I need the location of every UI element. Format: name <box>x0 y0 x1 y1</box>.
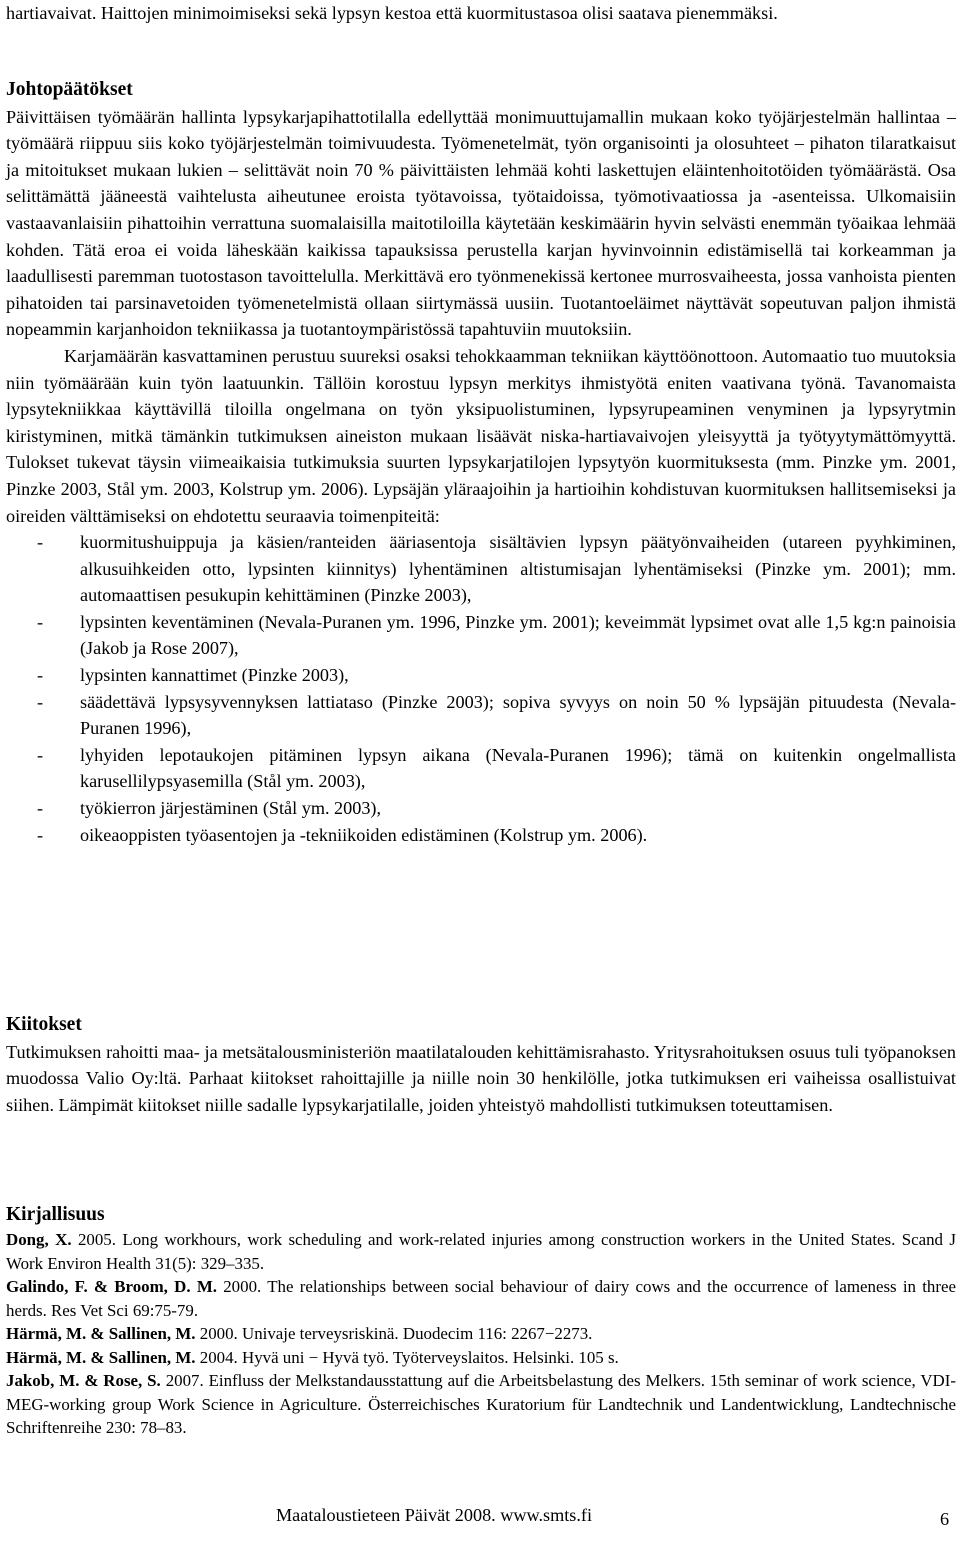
conclusions-paragraph-2: Karjamäärän kasvattaminen perustuu suureksi osaksi tehokkaamman tekniikan käyttöönottoon. Automaatio tuo muutoksia niin työmäärään kuin työn laatuunkin. Tällöin korostuu lypsyn merkitys ihmistyötä eniten vaativana työnä. Tavanomaista lypsytekniikkaa käyttävillä tiloilla ongelmana on työn yksipuolistuminen, lypsyrupeaminen venyminen ja lypsyrytmin kiristyminen, mitkä tämänkin tutkimuksen aineiston mukaan lisäävät niska-hartiavaivojen yleisyyttä ja työtyytymättömyyttä. Tulokset tukevat täysin viimeaikaisia tutkimuksia suurten lypsykarjatilojen lypsytyön kuormituksesta (mm. Pinzke ym. 2001, Pinzke 2003, Stål ym. 2003, Kolstrup ym. 2006). Lypsäjän yläraajoihin ja hartioihin kohdistuvan kuormituksen hallitsemiseksi ja oireiden välttämiseksi on ehdotettu seuraavia toimenpiteitä: <box>6 345 956 526</box>
reference-authors: Härmä, M. & Sallinen, M. <box>6 1347 196 1367</box>
measures-list <box>6 529 956 848</box>
reference-text: 2000. The relationships between social behaviour of dairy cows and the occurrence of lameness in three herds. Res Vet Sci 69:75-79. <box>6 1277 956 1320</box>
list-item-text: kuormitushuippuja ja käsien/ranteiden ääriasentoja sisältävien lypsyn päätyönvaiheiden (utareen pyyhkiminen, alkusuihkeiden otto, lypsinten kiinnitys) lyhentäminen altistumisajan lyhentämiseksi (Pinzke ym. 2001); mm. automaattisen pesukupin kehittäminen (Pinzke 2003), <box>80 532 956 606</box>
dash-bullet: - <box>37 744 44 765</box>
list-item-text: lyhyiden lepotaukojen pitäminen lypsyn aikana (Nevala-Puranen 1996); tämä on kuitenkin ongelmallista karusellilypsyasemilla (Stål ym. 2003), <box>80 744 956 792</box>
reference-text: 2007. Einfluss der Melkstandausstattung auf die Arbeitsbelastung des Melkers. 15th seminar of work science, VDI-MEG-working group Work Science in Agriculture. Österreichisches Kuratorium für Landtechnik und Landentwicklung, Landtechnische Schriftenreihe 230: 78–83. <box>6 1371 957 1437</box>
list-item-text: säädettävä lypsysyvennyksen lattiataso (Pinzke 2003); sopiva syvyys on noin 50 % lypsäjän pituudesta (Nevala-Puranen 1996), <box>80 691 956 739</box>
list-item <box>6 795 956 822</box>
opening-paragraph: hartiavaivat. Haittojen minimoimiseksi sekä lypsyn kestoa että kuormitustasoa olisi saatava pienemmäksi. <box>6 3 778 23</box>
footer-journal: Maataloustieteen Päivät 2008. www.smts.fi <box>276 1505 593 1525</box>
dash-bullet: - <box>37 611 44 632</box>
reference-entry <box>6 1369 956 1440</box>
list-item-text: lypsinten kannattimet (Pinzke 2003), <box>80 665 349 686</box>
reference-text: 2004. Hyvä uni − Hyvä työ. Työterveyslaitos. Helsinki. 105 s. <box>195 1347 619 1367</box>
dash-bullet: - <box>37 824 44 845</box>
acknowledgements-section <box>6 1012 956 1118</box>
list-item <box>6 662 956 689</box>
list-item <box>6 689 956 742</box>
reference-entry <box>6 1346 956 1370</box>
reference-authors: Härmä, M. & Sallinen, M. <box>6 1324 196 1343</box>
list-item-text: työkierron järjestäminen (Stål ym. 2003), <box>80 798 382 819</box>
conclusions-heading: Johtopäätökset <box>6 79 133 100</box>
reference-entry <box>6 1275 956 1322</box>
dash-bullet: - <box>37 798 44 819</box>
references-heading: Kirjallisuus <box>6 1204 105 1225</box>
reference-authors: Galindo, F. & Broom, D. M. <box>6 1277 217 1296</box>
reference-text: 2000. Univaje terveysriskinä. Duodecim 116: 2267−2273. <box>195 1324 593 1343</box>
acknowledgements-paragraph: Tutkimuksen rahoitti maa- ja metsätalousministeriön maatilatalouden kehittämisrahasto. Yritysrahoituksen osuus tuli työpanoksen muodossa Valio Oy:ltä. Parhaat kiitokset rahoittajille ja niille noin 30 henkilölle, jotka tutkimuksen eri vaiheissa osallistuivat siihen. Lämpimät kiitokset niille sadalle lypsykarjatilalle, joiden yhteistyö mahdollisti tutkimuksen toteuttamisen. <box>6 1041 956 1115</box>
conclusions-paragraph-1: Päivittäisen työmäärän hallinta lypsykarjapihattotilalla edellyttää monimuuttujamallin mukaan koko työjärjestelmän hallintaa – työmäärä riippuu siis koko työjärjestelmän toimivuudesta. Työmenetelmät, työn organisointi ja olosuhteet – pihaton tilaratkaisut ja mitoitukset mukaan lukien – selittävät noin 70 % päivittäisten lehmää kohti laskettujen eläintenhoitotöiden työmäärästä. Osa selittämättä jääneestä vaihtelusta aiheutunee eroista työtavoissa, työtaidoissa, työmotivaatiossa ja -asenteissa. Ulkomaisiin vastaavanlaisiin pihattoihin verrattuna suomalaisilla maitotiloilla käytetään keskimäärin hyvin selvästi enemmän työaikaa lehmää kohden. Tätä eroa ei voida läheskään kaikissa tapauksissa perustella karjan hyvinvoinnin edistämisellä tai korkeamman ja laadullisesti paremman tuotostason tavoittelulla. Merkittävä ero työnmenekissä kertonee murrosvaiheesta, jossa vanhoista pienten pihatoiden tai parsinavetoiden työmenetelmistä ollaan siirtymässä uusiin. Tuotantoeläimet näyttävät sopeutuvan paljon ihmistä nopeammin karjanhoidon tekniikassa ja tuotantoympäristössä tapahtuviin muutoksiin. <box>6 106 956 340</box>
references-section <box>6 1201 956 1440</box>
dash-bullet: - <box>37 691 44 712</box>
list-item-text: lypsinten keventäminen (Nevala-Puranen ym. 1996, Pinzke ym. 2001); keveimmät lypsimet ovat alle 1,5 kg:n painoisia (Jakob ja Rose 2007), <box>80 611 956 659</box>
acknowledgements-heading: Kiitokset <box>6 1014 82 1035</box>
reference-entry <box>6 1228 956 1275</box>
conclusions-section <box>6 77 956 848</box>
reference-text: 2005. Long workhours, work scheduling and work-related injuries among construction workers in the United States. Scand J Work Environ Health 31(5): 329–335. <box>6 1230 956 1273</box>
reference-entry <box>6 1322 956 1346</box>
list-item <box>6 742 956 795</box>
list-item-text: oikeaoppisten työasentojen ja -tekniikoiden edistäminen (Kolstrup ym. 2006). <box>80 824 648 845</box>
dash-bullet: - <box>37 665 44 686</box>
reference-authors: Dong, X. <box>6 1230 72 1249</box>
page-number: 6 <box>940 1509 950 1529</box>
reference-authors: Jakob, M. & Rose, S. <box>6 1371 161 1390</box>
list-item <box>6 609 956 662</box>
list-item <box>6 529 956 609</box>
list-item <box>6 822 956 849</box>
dash-bullet: - <box>37 532 44 553</box>
